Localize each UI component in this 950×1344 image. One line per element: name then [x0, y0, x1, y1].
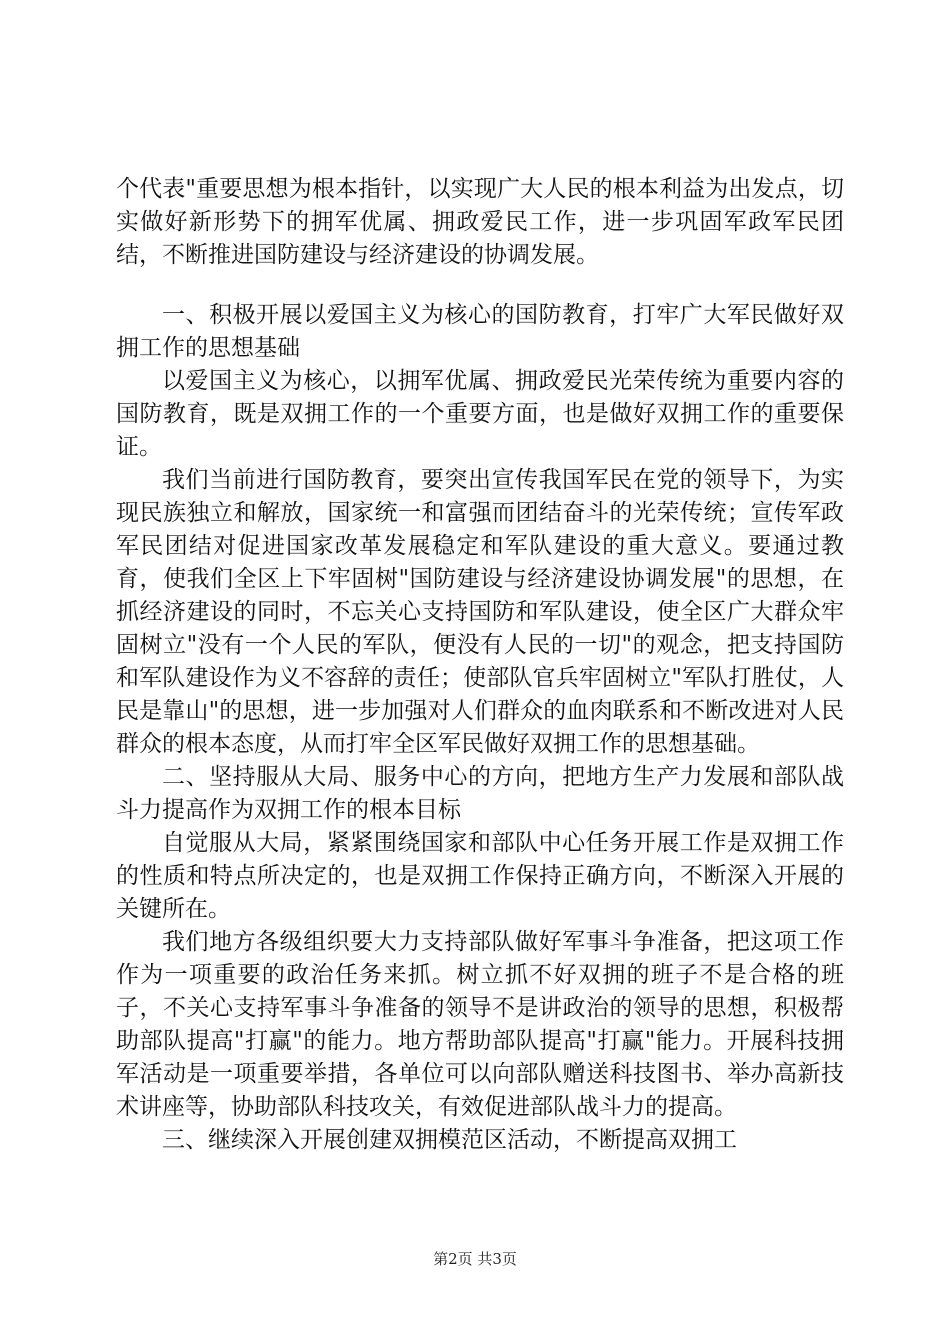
- section-heading-2: 二、坚持服从大局、服务中心的方向，把地方生产力发展和部队战斗力提高作为双拥工作的根本目标: [116, 764, 844, 823]
- section-heading-1: 一、积极开展以爱国主义为核心的国防教育，打牢广大军民做好双拥工作的思想基础: [116, 302, 844, 361]
- document-body: [116, 173, 844, 1157]
- paragraph-intro: 个代表"重要思想为根本指针，以实现广大人民的根本利益为出发点，切实做好新形势下的拥军优属、拥政爱民工作，进一步巩固军政军民团结，不断推进国防建设与经济建设的协调发展。: [116, 176, 844, 268]
- section-heading-3: 三、继续深入开展创建双拥模范区活动，不断提高双拥工: [162, 1127, 737, 1153]
- paragraph: 自觉服从大局，紧紧围绕国家和部队中心任务开展工作是双拥工作的性质和特点所决定的，也是双拥工作保持正确方向，不断深入开展的关键所在。: [116, 830, 844, 922]
- paragraph-gap: [116, 272, 844, 299]
- page-number-footer: 第2页 共3页: [433, 1250, 517, 1268]
- paragraph: 我们地方各级组织要大力支持部队做好军事斗争准备，把这项工作作为一项重要的政治任务来抓。树立抓不好双拥的班子不是合格的班子，不关心支持军事斗争准备的领导不是讲政治的领导的思想，积极帮助部队提高"打赢"的能力。地方帮助部队提高"打赢"能力。开展科技拥军活动是一项重要举措，各单位可以向部队赠送科技图书、举办高新技术讲座等，协助部队科技攻关，有效促进部队战斗力的提高。: [116, 929, 844, 1120]
- paragraph: 我们当前进行国防教育，要突出宣传我国军民在党的领导下，为实现民族独立和解放，国家统一和富强而团结奋斗的光荣传统；宣传军政军民团结对促进国家改革发展稳定和军队建设的重大意义。要通过教育，使我们全区上下牢固树"国防建设与经济建设协调发展"的思想，在抓经济建设的同时，不忘关心支持国防和军队建设，使全区广大群众牢固树立"没有一个人民的军队，便没有人民的一切"的观念，把支持国防和军队建设作为义不容辞的责任；使部队官兵牢固树立"军队打胜仗，人民是靠山"的思想，进一步加强对人们群众的血肉联系和不断改进对人民群众的根本态度，从而打牢全区军民做好双拥工作的思想基础。: [116, 467, 844, 757]
- paragraph: 以爱国主义为核心，以拥军优属、拥政爱民光荣传统为重要内容的国防教育，既是双拥工作的一个重要方面，也是做好双拥工作的重要保证。: [116, 368, 844, 460]
